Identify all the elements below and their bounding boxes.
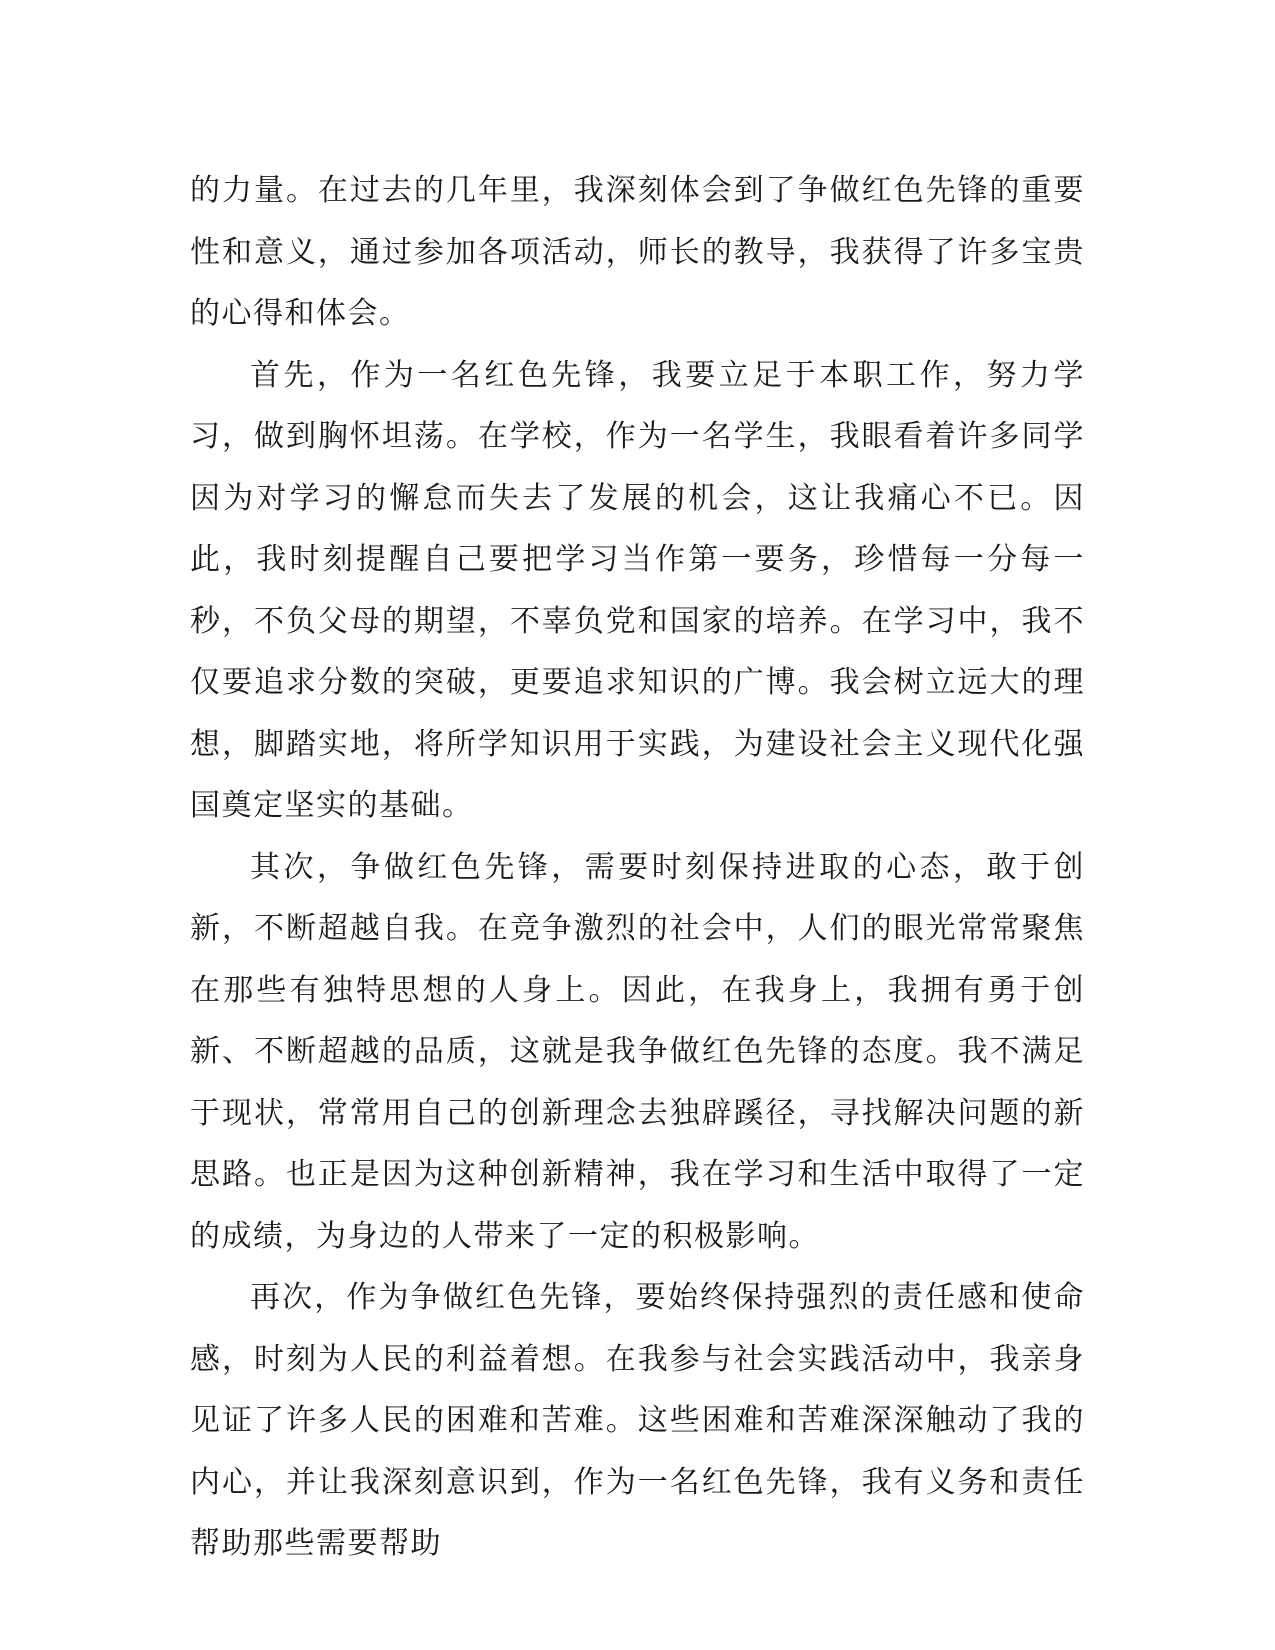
paragraph-2: 首先，作为一名红色先锋，我要立足于本职工作，努力学习，做到胸怀坦荡。在学校，作为一名学生，我眼看着许多同学因为对学习的懈怠而失去了发展的机会，这让我痛心不已。因此，我时刻提醒自己要把学习当作第一要务，珍惜每一分每一秒，不负父母的期望，不辜负党和国家的培养。在学习中，我不仅要追求分数的突破，更要追求知识的广博。我会树立远大的理想，脚踏实地，将所学知识用于实践，为建设社会主义现代化强国奠定坚实的基础。	[190, 357, 1085, 823]
paragraph-1: 的力量。在过去的几年里，我深刻体会到了争做红色先锋的重要性和意义，通过参加各项活动，师长的教导，我获得了许多宝贵的心得和体会。	[190, 173, 1085, 331]
paragraph-4: 再次，作为争做红色先锋，要始终保持强烈的责任感和使命感，时刻为人民的利益着想。在我参与社会实践活动中，我亲身见证了许多人民的困难和苦难。这些困难和苦难深深触动了我的内心，并让我深刻意识到，作为一名红色先锋，我有义务和责任帮助那些需要帮助	[190, 1280, 1085, 1561]
paragraph-3: 其次，争做红色先锋，需要时刻保持进取的心态，敢于创新，不断超越自我。在竞争激烈的社会中，人们的眼光常常聚焦在那些有独特思想的人身上。因此，在我身上，我拥有勇于创新、不断超越的品质，这就是我争做红色先锋的态度。我不满足于现状，常常用自己的创新理念去独辟蹊径，寻找解决问题的新思路。也正是因为这种创新精神，我在学习和生活中取得了一定的成绩，为身边的人带来了一定的积极影响。	[190, 849, 1085, 1254]
document-body	[190, 160, 1085, 1575]
